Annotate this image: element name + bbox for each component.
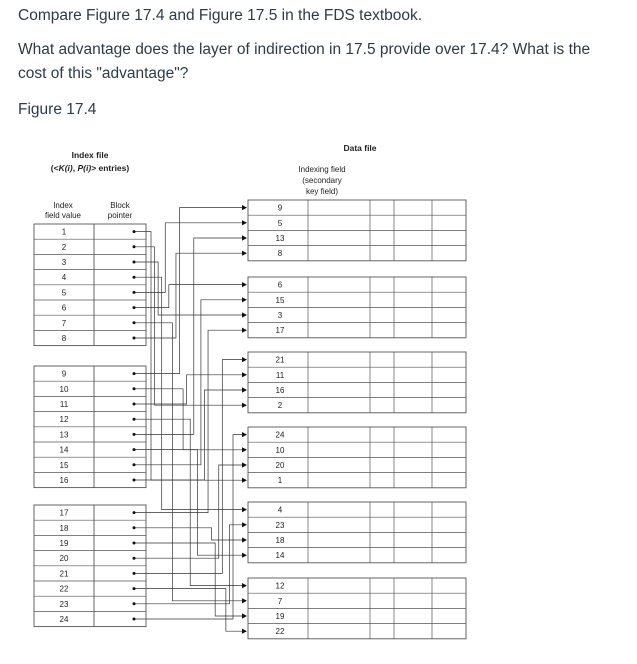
- data-record-key: 16: [275, 386, 285, 395]
- block-pointer-dot: [133, 230, 136, 233]
- pointer-arrowhead: [242, 328, 247, 333]
- block-pointer-dot: [133, 479, 136, 482]
- pointer-arrowhead: [242, 553, 247, 558]
- block-pointer-dot: [133, 372, 136, 375]
- block-pointer-dot: [133, 291, 136, 294]
- block-pointer-dot: [133, 602, 136, 605]
- block-pointer-dot: [133, 587, 136, 590]
- pointer-arrowhead: [242, 583, 247, 588]
- index-field-value: 13: [59, 430, 69, 440]
- data-block: [248, 200, 466, 261]
- block-pointer-dot: [133, 542, 136, 545]
- pointer-arrowhead: [242, 297, 247, 302]
- entries-i1: (i): [64, 163, 73, 173]
- block-pointer-dot: [133, 276, 136, 279]
- index-field-value: 2: [61, 242, 67, 252]
- pointer-arrowhead: [242, 447, 247, 452]
- block-pointer-dot: [133, 463, 136, 466]
- index-file-entries-label: [51, 163, 130, 173]
- index-field-value: 5: [61, 288, 67, 298]
- col-block-label-1: Block: [110, 201, 130, 210]
- pointer-wire: [134, 232, 242, 481]
- index-field-value: 23: [59, 599, 69, 609]
- block-pointer-dot: [133, 337, 136, 340]
- block-pointer-dot: [133, 403, 136, 406]
- pointer-wire: [134, 465, 242, 558]
- pointer-wire: [134, 360, 242, 574]
- pointer-arrowhead: [242, 432, 247, 437]
- block-pointer-dot: [133, 557, 136, 560]
- col-index-label-2: field value: [44, 211, 82, 220]
- pointer-arrowhead: [242, 357, 247, 362]
- entries-i2: (i): [83, 163, 92, 173]
- data-record-key: 15: [275, 295, 285, 305]
- entries-sep: ,: [72, 163, 78, 173]
- data-record-key: 9: [277, 203, 283, 213]
- pointer-wire: [134, 223, 242, 293]
- indexing-field-label-2: (secondary: [302, 176, 342, 185]
- pointer-wire: [134, 300, 242, 465]
- index-block: [34, 224, 146, 346]
- block-pointer-dot: [133, 261, 136, 264]
- data-record-key: 24: [275, 430, 285, 440]
- index-field-value: 1: [61, 227, 67, 237]
- data-record-key: 13: [275, 234, 285, 243]
- index-field-value: 18: [59, 523, 69, 533]
- pointer-arrowhead: [242, 312, 247, 317]
- data-record-key: 23: [275, 520, 285, 530]
- pointer-wire: [134, 419, 242, 585]
- pointer-arrowhead: [242, 537, 247, 542]
- pointer-arrowhead: [242, 598, 247, 603]
- pointer-arrowhead: [242, 282, 247, 287]
- data-record-key: 12: [275, 581, 285, 591]
- data-record-key: 2: [277, 401, 283, 411]
- index-file-header: [45, 150, 133, 220]
- data-record-key: 7: [277, 596, 283, 606]
- pointer-wire: [134, 589, 242, 632]
- data-block: [248, 352, 466, 413]
- pointer-wire: [134, 277, 242, 509]
- index-file-blocks: [34, 224, 146, 627]
- data-record-key: 17: [275, 326, 285, 336]
- block-pointer-dot: [133, 387, 136, 390]
- block-pointer-dot: [133, 618, 136, 621]
- index-field-value: 16: [59, 476, 69, 485]
- data-record-key: 11: [275, 370, 285, 380]
- pointer-wires: [134, 205, 247, 634]
- block-pointer-dot: [133, 511, 136, 514]
- entries-prefix: (<: [50, 163, 59, 173]
- pointer-arrowhead: [242, 235, 247, 240]
- data-record-key: 14: [275, 551, 285, 561]
- col-index-label-1: Index: [53, 201, 73, 210]
- pointer-arrowhead: [242, 507, 247, 512]
- pointer-wire: [134, 253, 242, 338]
- index-field-value: 6: [61, 303, 67, 313]
- data-record-key: 22: [275, 627, 285, 637]
- indexing-field-label-1: Indexing field: [298, 165, 346, 174]
- question-body: What advantage does the layer of indirection in 17.5 provide over 17.4? What is the cost of this "advantage"?: [18, 41, 591, 82]
- pointer-arrowhead: [242, 613, 247, 618]
- pointer-wire: [134, 247, 242, 405]
- data-record-key: 8: [277, 249, 283, 259]
- question-intro: Compare Figure 17.4 and Figure 17.5 in the FDS textbook.: [18, 7, 423, 24]
- index-field-value: 21: [59, 569, 69, 579]
- data-record-key: 20: [275, 461, 285, 470]
- pointer-wire: [134, 390, 242, 480]
- block-pointer-dot: [133, 418, 136, 421]
- data-block: [248, 277, 466, 338]
- index-block: [34, 366, 146, 488]
- pointer-arrowhead: [242, 522, 247, 527]
- block-pointer-dot: [133, 433, 136, 436]
- entries-p: P: [77, 163, 84, 173]
- pointer-wire: [134, 330, 242, 512]
- pointer-wire: [134, 285, 242, 308]
- pointer-arrowhead: [242, 478, 247, 483]
- pointer-arrowhead: [242, 629, 247, 634]
- data-record-key: 18: [275, 536, 285, 545]
- col-block-label-2: pointer: [107, 211, 133, 220]
- data-file-header: [298, 143, 376, 196]
- index-field-value: 12: [59, 415, 69, 425]
- index-field-value: 17: [59, 508, 69, 518]
- data-record-key: 5: [277, 218, 283, 228]
- data-record-key: 21: [275, 355, 285, 365]
- block-pointer-dot: [133, 448, 136, 451]
- pointer-wire: [134, 375, 242, 404]
- pointer-arrowhead: [242, 387, 247, 392]
- block-pointer-dot: [133, 572, 136, 575]
- index-block: [34, 505, 146, 627]
- data-record-key: 19: [275, 612, 285, 621]
- pointer-wire: [134, 262, 242, 315]
- index-field-value: 15: [59, 460, 69, 470]
- data-block: [248, 502, 466, 563]
- pointer-wire: [134, 528, 242, 540]
- data-record-key: 3: [277, 311, 283, 320]
- pointer-arrowhead: [242, 403, 247, 408]
- index-field-value: 8: [61, 334, 67, 343]
- pointer-arrowhead: [242, 462, 247, 467]
- block-pointer-dot: [133, 306, 136, 309]
- indexing-field-label-3: key field): [305, 187, 339, 196]
- pointer-wire: [134, 208, 242, 374]
- pointer-arrowhead: [242, 220, 247, 225]
- data-file-title: Data file: [343, 143, 377, 153]
- index-field-value: 3: [61, 258, 67, 267]
- index-field-value: 10: [59, 384, 69, 394]
- data-block: [248, 427, 466, 488]
- block-pointer-dot: [133, 526, 136, 529]
- index-field-value: 11: [59, 400, 69, 409]
- data-file-blocks: [248, 200, 466, 639]
- pointer-wire: [134, 323, 242, 601]
- index-field-value: 20: [59, 554, 69, 564]
- data-record-key: 10: [275, 445, 285, 455]
- index-field-value: 19: [59, 539, 69, 548]
- index-file-title: Index file: [71, 150, 109, 160]
- entries-k: K: [58, 163, 65, 173]
- data-record-key: 1: [277, 476, 283, 486]
- entries-suffix: > entries): [91, 163, 130, 173]
- data-block: [248, 578, 466, 639]
- index-field-value: 9: [61, 369, 67, 379]
- block-pointer-dot: [133, 245, 136, 248]
- data-record-key: 4: [277, 505, 283, 515]
- pointer-arrowhead: [242, 372, 247, 377]
- index-field-value: 14: [59, 445, 69, 455]
- pointer-arrowhead: [242, 205, 247, 210]
- block-pointer-dot: [133, 321, 136, 324]
- pointer-wire: [134, 450, 242, 556]
- index-field-value: 24: [59, 615, 69, 624]
- index-field-value: 22: [59, 584, 69, 594]
- pointer-arrowhead: [242, 251, 247, 256]
- data-record-key: 6: [277, 280, 283, 290]
- index-field-value: 7: [61, 318, 67, 328]
- index-field-value: 4: [61, 273, 67, 283]
- figure-caption: Figure 17.4: [18, 101, 97, 118]
